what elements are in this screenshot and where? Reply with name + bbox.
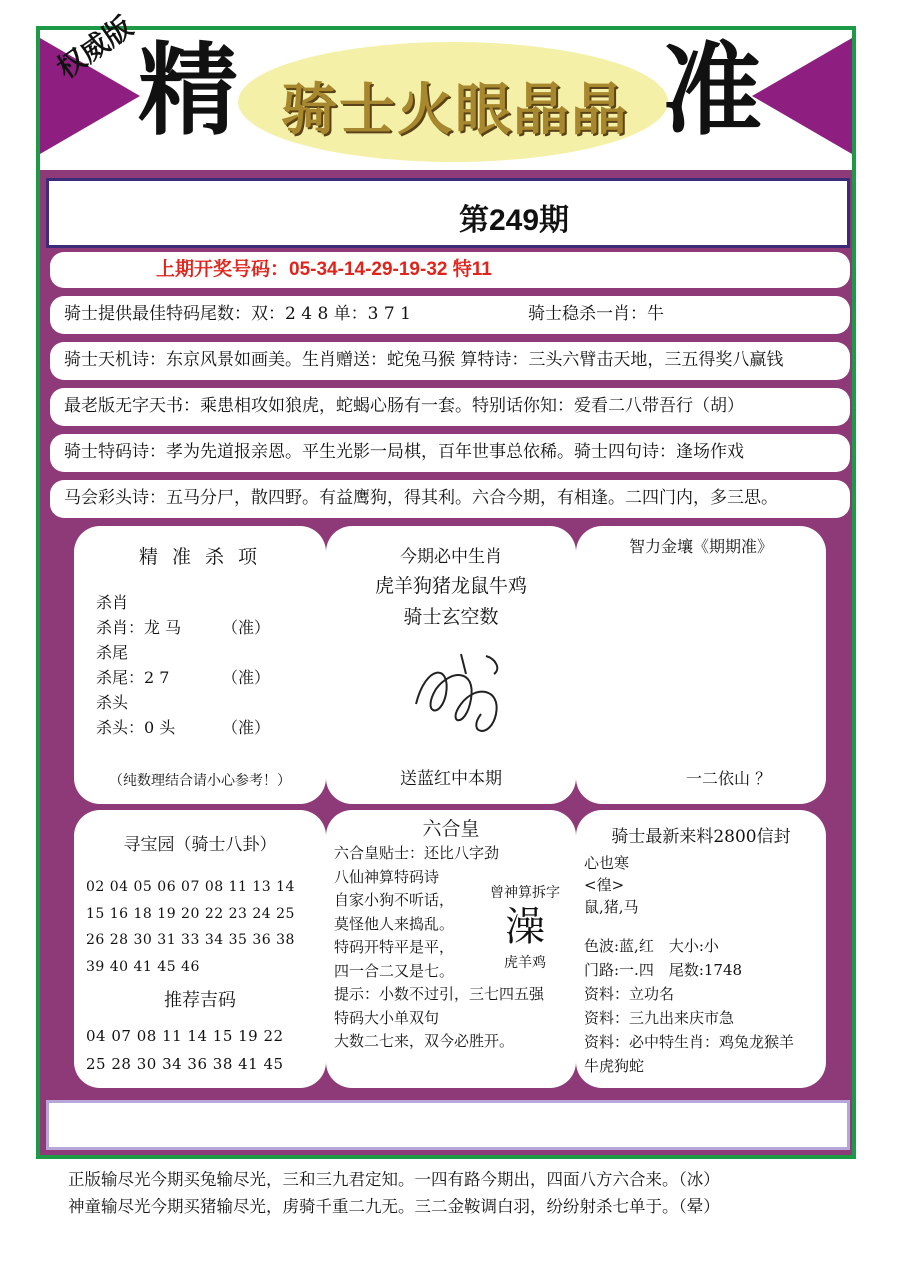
liuhe-title: 六合皇 — [422, 818, 480, 840]
right-big-char: 准 — [662, 31, 762, 149]
treasure-title: 寻宝园（骑士八卦） — [123, 835, 277, 855]
draw-numbers: 05-34-14-29-19-32 特11 — [289, 259, 492, 280]
edition-label: 权威版 — [50, 9, 139, 86]
poem-row — [50, 342, 850, 380]
kill-line: 杀肖：龙 马 — [96, 618, 182, 637]
kill-line: 杀头 — [96, 693, 129, 712]
latest-line: 牛虎狗蛇 — [584, 1057, 645, 1075]
mystic-number-label: 骑士玄空数 — [403, 606, 499, 628]
brand-title: 骑士火眼晶晶 — [281, 77, 629, 143]
kill-note: （纯数理结合请小心参考！） — [109, 773, 291, 789]
kill-title: 精 准 杀 项 — [138, 546, 262, 568]
latest-line: 心也寒 — [584, 854, 630, 872]
horse-poem-text: 马会彩头诗：五马分尸，散四野。有益鹰狗，得其利。六合今期，有相逢。二四门内，多三思。 — [64, 488, 778, 508]
accurate-mark: （准） — [222, 668, 271, 687]
lucky-numbers — [86, 1022, 284, 1078]
number-row: 15 16 18 19 20 22 23 24 25 — [86, 905, 295, 922]
treasure-numbers — [86, 874, 295, 980]
latest-line: 色波:蓝,红 大小:小 — [584, 937, 719, 955]
book-row — [50, 388, 850, 426]
kill-line: 杀尾 — [96, 643, 129, 662]
draw-label: 上期开奖号码： — [156, 259, 290, 280]
liuhe-line: 六合皇贴士：还比八字劲 — [334, 844, 500, 862]
kill-panel — [74, 526, 326, 804]
left-big-char: 精 — [138, 31, 238, 149]
handwritten-scribble — [406, 644, 516, 744]
wisdom-panel — [576, 526, 826, 804]
liuhe-line: 八仙神算特码诗 — [334, 867, 440, 886]
wisdom-bottom: 一二依山 ？ — [686, 769, 772, 788]
footer — [68, 1166, 720, 1220]
number-row: 39 40 41 45 46 — [86, 958, 200, 975]
latest-line: 鼠,猪,马 — [584, 898, 639, 916]
issue-box — [46, 178, 850, 248]
lucky-row: 04 07 08 11 14 15 19 22 — [86, 1027, 284, 1045]
number-row: 02 04 05 06 07 08 11 13 14 — [86, 879, 295, 895]
accurate-mark: （准） — [222, 718, 271, 737]
special-poem-text: 骑士特码诗：孝为先道报亲恩。平生光影一局棋，百年世事总依稀。骑士四句诗：逢场作戏 — [64, 442, 744, 462]
must-zodiacs: 虎羊狗猪龙鼠牛鸡 — [374, 575, 527, 597]
liuhe-panel — [326, 810, 576, 1088]
chai-zi-box — [476, 882, 574, 972]
must-bottom: 送蓝红中本期 — [400, 769, 502, 789]
liuhe-line: 大数二七来，双今必胜开。 — [334, 1032, 515, 1050]
treasure-panel — [74, 810, 326, 1088]
chai-zi-char: 澡 — [505, 904, 545, 950]
tail-text: 骑士提供最佳特码尾数：双：2 4 8 单：3 7 1 — [64, 304, 411, 324]
poster-frame — [36, 9, 856, 1159]
right-triangle — [752, 38, 852, 154]
issue-number: 第249期 — [459, 204, 570, 237]
liuhe-line: 自家小狗不听话， — [334, 891, 455, 909]
footer-line: 神童输尽光今期买猪输尽光，虏骑千重二九无。三二金鞍调白羽，纷纷射杀七单于。（晕） — [68, 1197, 720, 1216]
must-title: 今期必中生肖 — [400, 547, 502, 567]
kill-line: 杀头：0 头 — [96, 718, 176, 737]
horse-poem-row — [50, 480, 850, 518]
chai-zi-title: 曾神算拆字 — [490, 885, 560, 901]
tail-row — [50, 296, 850, 334]
latest-title: 骑士最新来料2800信封 — [611, 827, 791, 847]
footer-line: 正版输尽光今期买兔输尽光，三和三九君定知。一四有路今期出，四面八方六合来。（冰） — [68, 1170, 720, 1189]
latest-line: 门路:一.四 尾数:1748 — [584, 961, 743, 979]
latest-line: 资料：必中特生肖：鸡兔龙猴羊 — [584, 1033, 795, 1051]
liuhe-line: 莫怪他人来捣乱。 — [334, 914, 455, 933]
liuhe-tip: 提示：小数不过引，三七四五强 — [334, 985, 545, 1003]
draw-row — [50, 252, 850, 288]
liuhe-line: 特码开特平是平， — [334, 938, 455, 956]
chai-zi-animals: 虎羊鸡 — [504, 955, 546, 971]
lucky-row: 25 28 30 34 36 38 41 45 — [86, 1055, 284, 1073]
poem-text: 骑士天机诗：东京风景如画美。生肖赠送：蛇兔马猴 算特诗：三头六臂击天地，三五得奖八赢钱 — [64, 350, 784, 370]
kill-line: 杀尾：2 7 — [96, 668, 170, 687]
kill-list — [96, 590, 181, 740]
lucky-title: 推荐吉码 — [164, 990, 236, 1011]
latest-line: 资料：立功名 — [584, 985, 675, 1003]
latest-line: <徨> — [584, 876, 625, 894]
accurate-mark: （准） — [222, 618, 271, 637]
number-row: 26 28 30 31 33 34 35 36 38 — [86, 932, 295, 948]
kill-one-text: 骑士稳杀一肖：牛 — [528, 304, 664, 324]
wisdom-title: 智力金壤《期期准》 — [628, 537, 773, 556]
book-text: 最老版无字天书：乘患相攻如狼虎，蛇蝎心肠有一套。特别话你知：爱看二八带吾行（胡） — [64, 396, 744, 416]
kill-marks — [222, 615, 270, 740]
latest-lines — [584, 852, 794, 1078]
latest-panel — [576, 810, 826, 1088]
must-panel — [326, 526, 576, 804]
latest-line: 资料：三九出来庆市急 — [584, 1009, 735, 1027]
liuhe-line: 特码大小单双句 — [334, 1008, 440, 1027]
liuhe-line: 四一合二又是七。 — [334, 961, 455, 980]
header — [40, 9, 852, 170]
kill-line: 杀肖 — [96, 593, 129, 612]
bottom-bar — [46, 1100, 850, 1150]
special-poem-row — [50, 434, 850, 472]
